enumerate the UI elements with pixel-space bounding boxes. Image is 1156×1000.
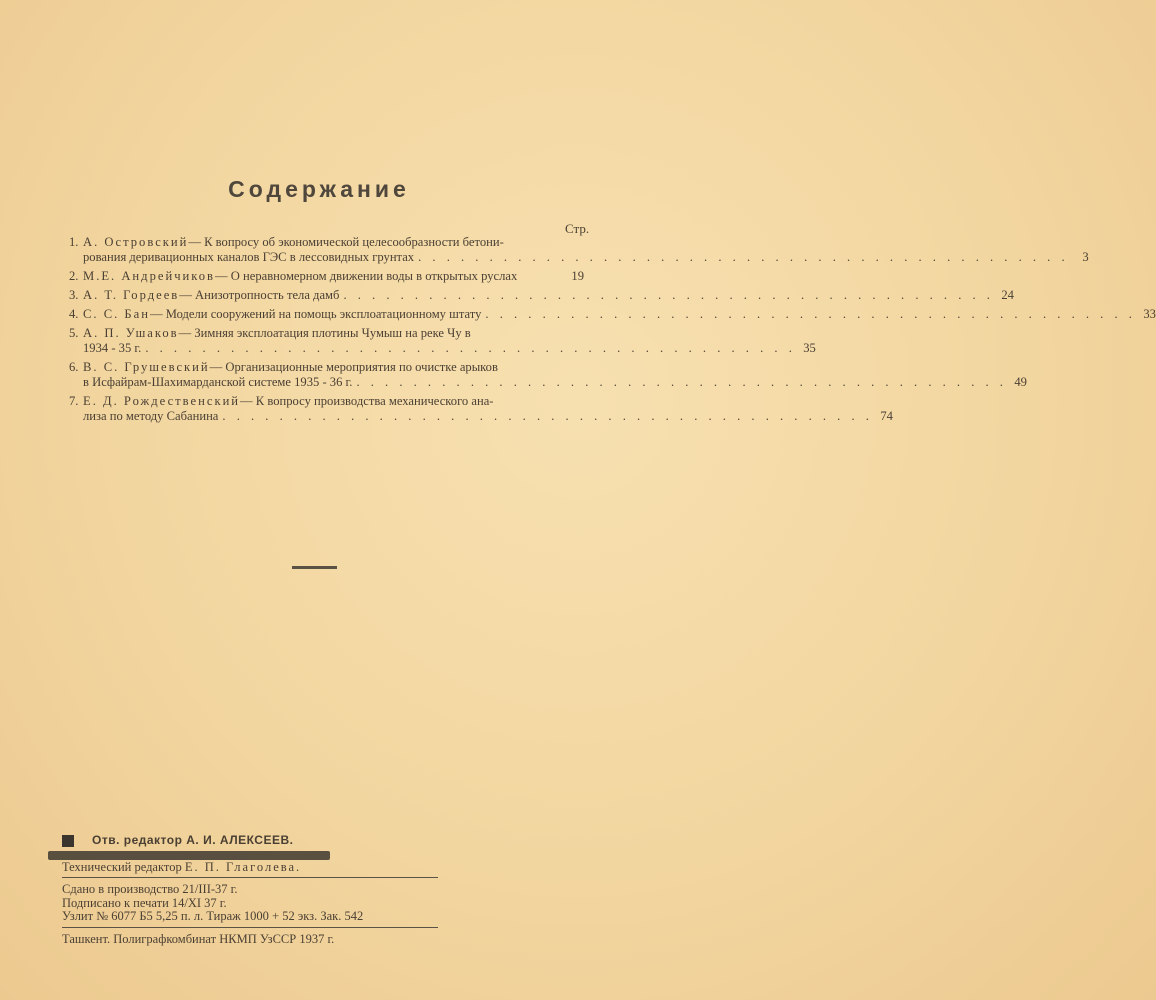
imprint-block — [62, 834, 438, 946]
stamp-mark-icon — [62, 835, 74, 847]
toc-title: — К вопросу об экономической целесообразности бетони- — [188, 235, 504, 249]
page-column-label: Стр. — [565, 221, 590, 236]
toc-page: 3 — [1082, 250, 1089, 264]
toc-page: 74 — [880, 409, 893, 423]
toc-author: Е. Д. Рождественский — [83, 394, 241, 408]
toc-page: 49 — [1014, 375, 1027, 389]
toc-entry: 6. В. С. Грушевский— Организационные мероприятия по очистке арыков в Исфайрам-Шахимарданской системе 1935 - 36 г. . . . . . . . . . . . . . . . . . . . . . . . . . . . . . . . . . . . . . . . . . . . . . . 49 — [69, 360, 1027, 389]
imprint-divider — [62, 927, 438, 928]
toc-title: — О неравномерном движении воды в открытых руслах — [215, 269, 518, 283]
toc-author: А. П. Ушаков — [83, 326, 179, 340]
toc-author: А. Островский — [83, 235, 189, 249]
toc-entry: 1. А. Островский— К вопросу об экономической целесообразности бетони- рования деривационных каналов ГЭС в лессовидных грунтах . . . . . . . . . . . . . . . . . . . . . . . . . . . . . . . . . . . . . . . . . . . . . . 3 — [69, 235, 1089, 264]
publisher: Ташкент. Полиграфкомбинат НКМП УзССР 1937 г. — [62, 931, 335, 946]
page-title: Содержание — [228, 176, 410, 202]
toc-author: А. Т. Гордеев — [83, 288, 180, 302]
toc-author: С. С. Бан — [83, 307, 150, 321]
print-details: Узлит № 6077 Б5 5,25 п. л. Тираж 1000 + 52 экз. Зак. 542 — [62, 909, 364, 923]
toc-author: М.Е. Андрейчиков — [83, 269, 215, 283]
submitted-date: Сдано в производство 21/III-37 г. — [62, 882, 238, 896]
toc-page: 35 — [803, 341, 816, 355]
toc-entry: 7. Е. Д. Рождественский— К вопросу производства механического ана- лиза по методу Сабанина . . . . . . . . . . . . . . . . . . . . . . . . . . . . . . . . . . . . . . . . . . . . . . 74 — [69, 394, 893, 423]
table-of-contents — [69, 235, 1156, 428]
faded-handwritten-note — [112, 70, 117, 94]
toc-author: В. С. Грушевский — [83, 360, 210, 374]
toc-title: — Зимняя эксплоатация плотины Чумыш на реке Чу в — [178, 326, 471, 340]
toc-title: — Организационные мероприятия по очистке арыков — [209, 360, 498, 374]
toc-page: 19 — [571, 269, 584, 283]
toc-title: — Модели сооружений на помощь эксплоатационному штату — [149, 307, 482, 321]
section-divider — [292, 566, 337, 569]
toc-entry: 4. С. С. Бан— Модели сооружений на помощь эксплоатационному штату . . . . . . . . . . . . . . . . . . . . . . . . . . . . . . . . . . . . . . . . . . . . . . 33 — [69, 307, 1156, 321]
toc-entry: 3. А. Т. Гордеев— Анизотропность тела дамб . . . . . . . . . . . . . . . . . . . . . . . . . . . . . . . . . . . . . . . . . . . . . . 24 — [69, 288, 1014, 302]
technical-editor-name: Е. П. Глаголева. — [184, 859, 302, 874]
struck-out-line — [48, 851, 330, 860]
toc-entry: 5. А. П. Ушаков— Зимняя эксплоатация плотины Чумыш на реке Чу в 1934 - 35 г. . . . . . . . . . . . . . . . . . . . . . . . . . . . . . . . . . . . . . . . . . . . . . . 35 — [69, 326, 816, 355]
technical-editor-label: Технический редактор — [62, 859, 182, 874]
toc-title: — К вопросу производства механического ана- — [240, 394, 494, 408]
responsible-editor: Отв. редактор А. И. АЛЕКСЕЕВ. — [92, 833, 294, 847]
toc-title: — Анизотропность тела дамб — [179, 288, 340, 302]
signed-date: Подписано к печати 14/XI 37 г. — [62, 895, 227, 910]
toc-entry: 2. М.Е. Андрейчиков— О неравномерном движении воды в открытых руслах 19 — [69, 269, 584, 283]
imprint-divider — [62, 877, 438, 878]
toc-page: 33 — [1143, 307, 1156, 321]
toc-page: 24 — [1001, 288, 1014, 302]
